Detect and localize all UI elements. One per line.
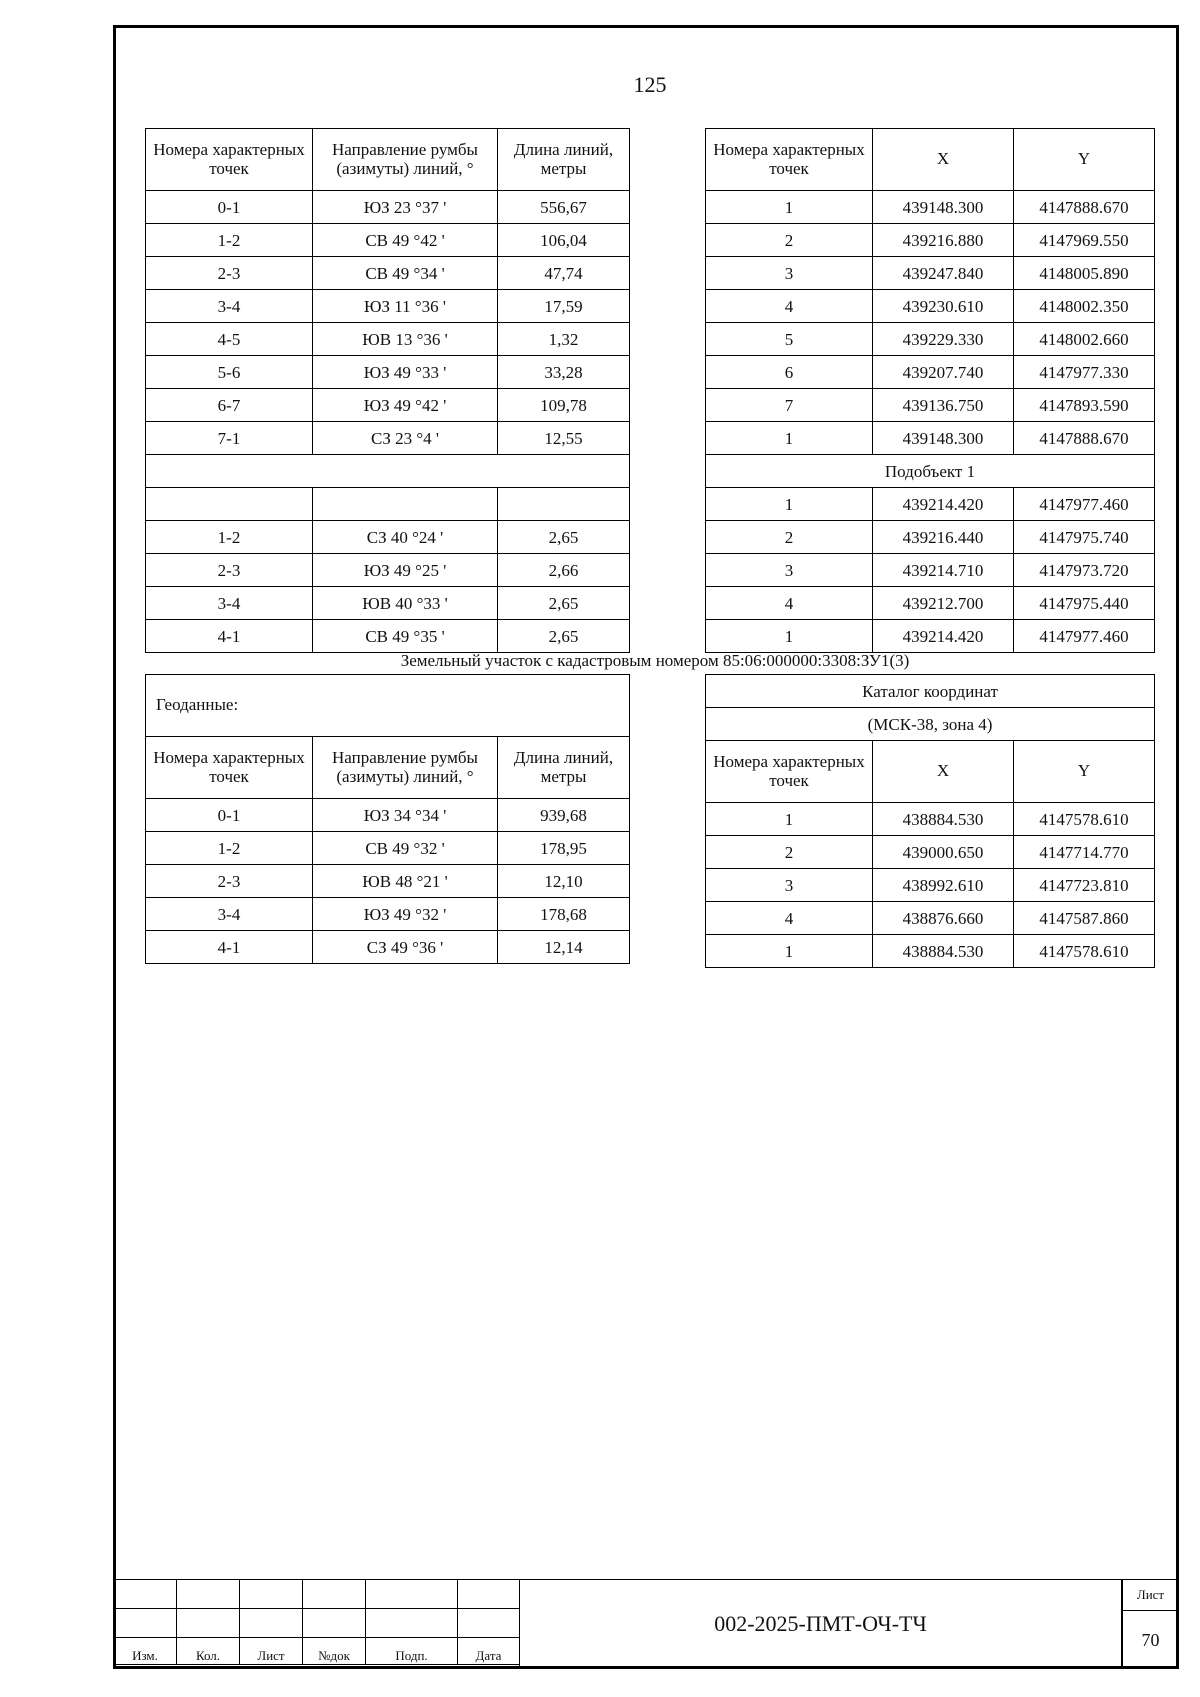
- table-cell: ЮЗ 23 °37 ': [313, 191, 498, 224]
- header-y: Y: [1014, 129, 1155, 191]
- table-cell: 4147714.770: [1014, 836, 1155, 869]
- spacer-row: [146, 455, 630, 488]
- header-points: Номера характерных точек: [706, 741, 873, 803]
- table-cell: 3: [706, 554, 873, 587]
- table-cell: 3-4: [146, 898, 313, 931]
- table-row: [706, 620, 1155, 653]
- table-cell: 4147578.610: [1014, 935, 1155, 968]
- table-cell: 439216.440: [873, 521, 1014, 554]
- table-cell: 1,32: [498, 323, 630, 356]
- lines-table-2: [145, 674, 630, 964]
- table-cell: 439000.650: [873, 836, 1014, 869]
- table-cell: ЮЗ 49 °25 ': [313, 554, 498, 587]
- table-cell: 4147888.670: [1014, 191, 1155, 224]
- table-cell: 4-1: [146, 620, 313, 653]
- table-cell: 4147975.440: [1014, 587, 1155, 620]
- table-row: [706, 257, 1155, 290]
- table-cell: 439230.610: [873, 290, 1014, 323]
- header-points: Номера характерных точек: [706, 129, 873, 191]
- table-cell: 4148005.890: [1014, 257, 1155, 290]
- table-cell: 439247.840: [873, 257, 1014, 290]
- label-ndok: №док: [303, 1638, 366, 1665]
- table-cell: 1: [706, 422, 873, 455]
- table-cell: 1-2: [146, 521, 313, 554]
- table-cell: 7-1: [146, 422, 313, 455]
- table-row: [146, 587, 630, 620]
- table-cell: 439216.880: [873, 224, 1014, 257]
- table-row: [146, 931, 630, 964]
- document-code: 002-2025-ПМТ-ОЧ-ТЧ: [519, 1579, 1122, 1669]
- table-cell: 12,14: [498, 931, 630, 964]
- table-cell: 6-7: [146, 389, 313, 422]
- table-row: [146, 323, 630, 356]
- table-row: [706, 356, 1155, 389]
- label-izm: Изм.: [114, 1638, 177, 1665]
- table-cell: 439214.420: [873, 488, 1014, 521]
- table-cell: 1: [706, 803, 873, 836]
- lines-table-1: [145, 128, 630, 653]
- table-cell: 4147973.720: [1014, 554, 1155, 587]
- table-row: [146, 224, 630, 257]
- table-row: [706, 323, 1155, 356]
- table-row: [706, 836, 1155, 869]
- table-cell: СЗ 40 °24 ': [313, 521, 498, 554]
- coordinate-system: (МСК-38, зона 4): [706, 708, 1155, 741]
- header-length: Длина линий, метры: [498, 737, 630, 799]
- table-row: [146, 554, 630, 587]
- table-cell: 439214.710: [873, 554, 1014, 587]
- table-cell: СЗ 49 °36 ': [313, 931, 498, 964]
- table-cell: 439136.750: [873, 389, 1014, 422]
- table-cell: 1-2: [146, 832, 313, 865]
- table-row: [706, 554, 1155, 587]
- table-row: [706, 521, 1155, 554]
- table-row: [146, 356, 630, 389]
- table-cell: 2-3: [146, 554, 313, 587]
- table-row: [706, 488, 1155, 521]
- table-cell: ЮВ 48 °21 ': [313, 865, 498, 898]
- label-data: Дата: [458, 1638, 520, 1665]
- table-cell: 438992.610: [873, 869, 1014, 902]
- table-cell: 4147977.460: [1014, 620, 1155, 653]
- table-cell: СВ 49 °32 ': [313, 832, 498, 865]
- empty-cell: [313, 488, 498, 521]
- table-cell: 2: [706, 521, 873, 554]
- table-cell: 2,65: [498, 587, 630, 620]
- label-kol: Кол.: [177, 1638, 240, 1665]
- table-row: [146, 898, 630, 931]
- table-cell: 438884.530: [873, 803, 1014, 836]
- table-cell: 109,78: [498, 389, 630, 422]
- table-cell: ЮЗ 49 °33 ': [313, 356, 498, 389]
- table-cell: 2-3: [146, 865, 313, 898]
- table-cell: 0-1: [146, 191, 313, 224]
- table-cell: 3: [706, 257, 873, 290]
- table-cell: 0-1: [146, 799, 313, 832]
- table-row: [706, 422, 1155, 455]
- table-cell: 4147969.550: [1014, 224, 1155, 257]
- header-y: Y: [1014, 741, 1155, 803]
- table-cell: 2,65: [498, 521, 630, 554]
- table-row: [146, 521, 630, 554]
- table-cell: 5: [706, 323, 873, 356]
- revision-grid: [113, 1579, 520, 1665]
- table-cell: ЮЗ 49 °42 ': [313, 389, 498, 422]
- table-cell: 33,28: [498, 356, 630, 389]
- header-points: Номера характерных точек: [146, 129, 313, 191]
- table-row: [706, 803, 1155, 836]
- table-cell: 4147578.610: [1014, 803, 1155, 836]
- table-cell: 439148.300: [873, 191, 1014, 224]
- page-number: 125: [633, 72, 667, 97]
- header-x: X: [873, 129, 1014, 191]
- table-cell: 178,95: [498, 832, 630, 865]
- table-cell: 4147977.330: [1014, 356, 1155, 389]
- table-cell: СЗ 23 °4 ': [313, 422, 498, 455]
- table-cell: 1: [706, 488, 873, 521]
- table-cell: 1-2: [146, 224, 313, 257]
- table-cell: 4147888.670: [1014, 422, 1155, 455]
- table-row: [706, 902, 1155, 935]
- table-cell: 5-6: [146, 356, 313, 389]
- geodata-label: Геоданные:: [146, 675, 630, 737]
- table-cell: 12,10: [498, 865, 630, 898]
- table-cell: 4147975.740: [1014, 521, 1155, 554]
- header-length: Длина линий, метры: [498, 129, 630, 191]
- table-cell: 12,55: [498, 422, 630, 455]
- table-row: [706, 935, 1155, 968]
- header-direction: Направление румбы (азимуты) линий, °: [313, 737, 498, 799]
- title-block: [113, 1579, 1179, 1669]
- table-cell: 439214.420: [873, 620, 1014, 653]
- table-cell: 4: [706, 587, 873, 620]
- table-cell: 17,59: [498, 290, 630, 323]
- table-cell: 7: [706, 389, 873, 422]
- table-cell: 4: [706, 902, 873, 935]
- coords-table-2: [705, 674, 1155, 968]
- table-cell: ЮВ 40 °33 ': [313, 587, 498, 620]
- empty-cell: [498, 488, 630, 521]
- table-cell: ЮЗ 34 °34 ': [313, 799, 498, 832]
- table-cell: 106,04: [498, 224, 630, 257]
- table-row: [706, 587, 1155, 620]
- table-cell: 439212.700: [873, 587, 1014, 620]
- table-cell: ЮЗ 11 °36 ': [313, 290, 498, 323]
- table-cell: 47,74: [498, 257, 630, 290]
- table-row: [146, 290, 630, 323]
- table-cell: 2,65: [498, 620, 630, 653]
- table-row: [706, 389, 1155, 422]
- table-cell: 4147723.810: [1014, 869, 1155, 902]
- table-row: [146, 799, 630, 832]
- table-cell: 1: [706, 191, 873, 224]
- table-cell: 6: [706, 356, 873, 389]
- table-cell: 2: [706, 224, 873, 257]
- table-cell: СВ 49 °42 ': [313, 224, 498, 257]
- catalog-title: Каталог координат: [706, 675, 1155, 708]
- table-cell: СВ 49 °34 ': [313, 257, 498, 290]
- table-row: [146, 620, 630, 653]
- table-cell: 3-4: [146, 587, 313, 620]
- table-cell: 4147587.860: [1014, 902, 1155, 935]
- table-row: [706, 224, 1155, 257]
- table-cell: 439207.740: [873, 356, 1014, 389]
- header-direction: Направление румбы (азимуты) линий, °: [313, 129, 498, 191]
- table-row: [146, 389, 630, 422]
- label-podp: Подп.: [366, 1638, 458, 1665]
- table-cell: 939,68: [498, 799, 630, 832]
- table-row: [146, 257, 630, 290]
- sheet-label: Лист: [1123, 1580, 1178, 1611]
- sheet-number: 70: [1141, 1630, 1160, 1650]
- table-cell: 1: [706, 620, 873, 653]
- table-cell: 3-4: [146, 290, 313, 323]
- label-list: Лист: [240, 1638, 303, 1665]
- table-cell: 438884.530: [873, 935, 1014, 968]
- table-cell: 4147977.460: [1014, 488, 1155, 521]
- table-cell: 439148.300: [873, 422, 1014, 455]
- table-cell: 2: [706, 836, 873, 869]
- header-x: X: [873, 741, 1014, 803]
- table-cell: 178,68: [498, 898, 630, 931]
- table-cell: 4148002.350: [1014, 290, 1155, 323]
- table-row: [146, 865, 630, 898]
- table-row: [146, 422, 630, 455]
- table-cell: 3: [706, 869, 873, 902]
- table-row: [146, 832, 630, 865]
- table-cell: 2,66: [498, 554, 630, 587]
- table-cell: ЮЗ 49 °32 ': [313, 898, 498, 931]
- table-row: [706, 869, 1155, 902]
- sheet-box: [1122, 1579, 1179, 1669]
- table-cell: 1: [706, 935, 873, 968]
- subobject-label: Подобъект 1: [706, 455, 1155, 488]
- table-cell: 4148002.660: [1014, 323, 1155, 356]
- table-cell: 438876.660: [873, 902, 1014, 935]
- table-row: [706, 290, 1155, 323]
- table-cell: ЮВ 13 °36 ': [313, 323, 498, 356]
- table-cell: 439229.330: [873, 323, 1014, 356]
- table-cell: 4-5: [146, 323, 313, 356]
- table-cell: СВ 49 °35 ': [313, 620, 498, 653]
- table-cell: 2-3: [146, 257, 313, 290]
- table-cell: 4-1: [146, 931, 313, 964]
- table-cell: 4: [706, 290, 873, 323]
- table-cell: 4147893.590: [1014, 389, 1155, 422]
- table-row: [706, 191, 1155, 224]
- empty-cell: [146, 488, 313, 521]
- table-row: [146, 191, 630, 224]
- table-cell: 556,67: [498, 191, 630, 224]
- parcel-caption: Земельный участок с кадастровым номером 85:06:000000:3308:ЗУ1(3): [400, 651, 910, 670]
- header-points: Номера характерных точек: [146, 737, 313, 799]
- coords-table-1: [705, 128, 1155, 653]
